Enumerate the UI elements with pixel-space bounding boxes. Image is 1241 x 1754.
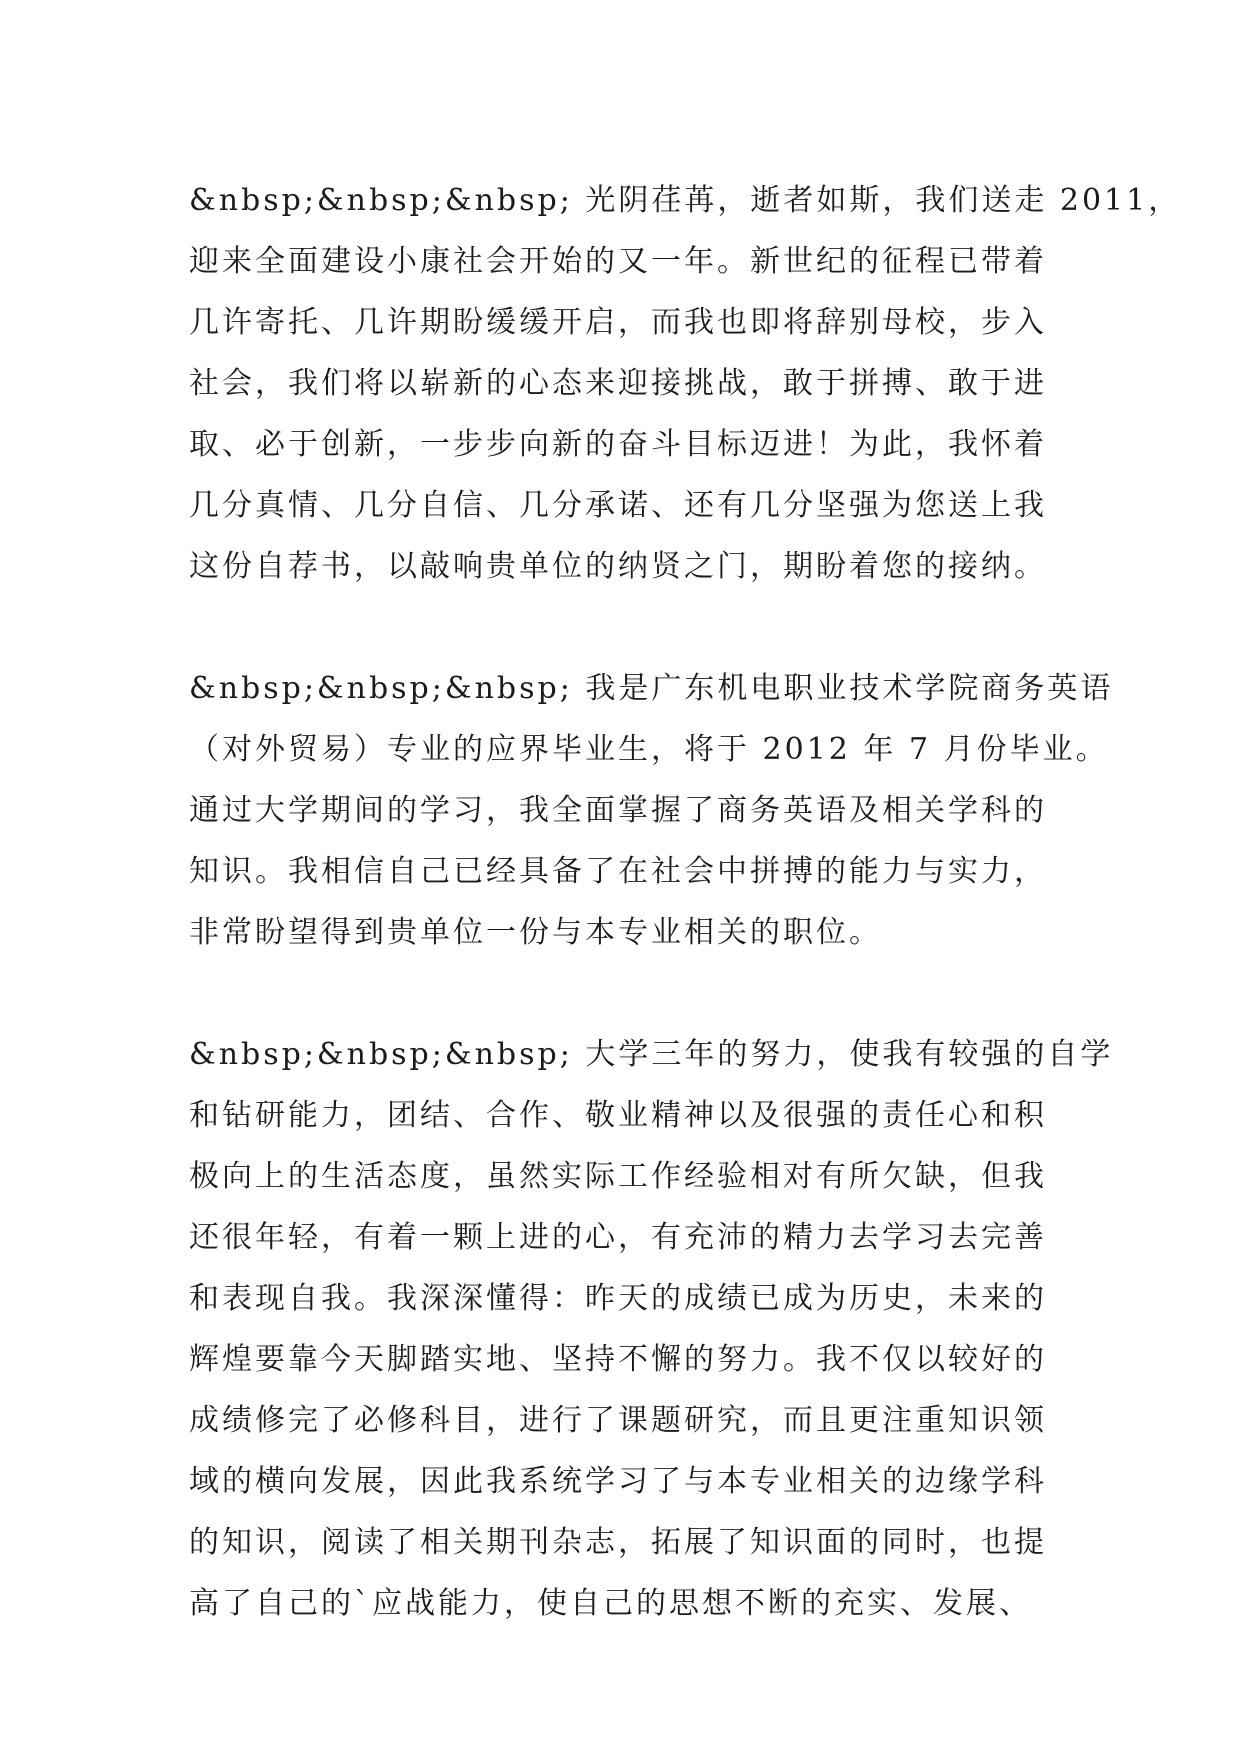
text-line: 辉煌要靠今天脚踏实地、坚持不懈的努力。我不仅以较好的 (189, 1342, 1047, 1377)
text-line: &nbsp;&nbsp;&nbsp; 我是广东机电职业技术学院商务英语 (189, 671, 1114, 706)
text-line: 这份自荐书，以敲响贵单位的纳贤之门，期盼着您的接纳。 (189, 549, 1047, 584)
text-line: 极向上的生活态度，虽然实际工作经验相对有所欠缺，但我 (189, 1159, 1047, 1194)
paragraph-1 (189, 170, 1182, 597)
text-line: &nbsp;&nbsp;&nbsp; 光阴荏苒，逝者如斯，我们送走 2011， (189, 183, 1182, 218)
text-line: 知识。我相信自己已经具备了在社会中拼搏的能力与实力， (189, 854, 1047, 889)
text-line: 还很年轻，有着一颗上进的心，有充沛的精力去学习去完善 (189, 1220, 1047, 1255)
text-line: &nbsp;&nbsp;&nbsp; 大学三年的努力，使我有较强的自学 (189, 1037, 1114, 1072)
text-line: （对外贸易）专业的应界毕业生，将于 2012 年 7 月份毕业。 (189, 732, 1109, 767)
text-line: 社会，我们将以崭新的心态来迎接挑战，敢于拼搏、敢于进 (189, 366, 1047, 401)
text-line: 几许寄托、几许期盼缓缓开启，而我也即将辞别母校，步入 (189, 305, 1047, 340)
text-line: 的知识，阅读了相关期刊杂志，拓展了知识面的同时，也提 (189, 1525, 1047, 1560)
text-line: 高了自己的`应战能力，使自己的思想不断的充实、发展、 (189, 1586, 1032, 1621)
text-line: 和钻研能力，团结、合作、敬业精神以及很强的责任心和积 (189, 1098, 1047, 1133)
text-line: 非常盼望得到贵单位一份与本专业相关的职位。 (189, 915, 882, 950)
text-line: 成绩修完了必修科目，进行了课题研究，而且更注重知识领 (189, 1403, 1047, 1438)
text-line: 迎来全面建设小康社会开始的又一年。新世纪的征程已带着 (189, 244, 1047, 279)
text-line: 和表现自我。我深深懂得：昨天的成绩已成为历史，未来的 (189, 1281, 1047, 1316)
text-line: 取、必于创新，一步步向新的奋斗目标迈进！为此，我怀着 (189, 427, 1047, 462)
paragraph-3 (189, 1024, 1114, 1634)
text-line: 域的横向发展，因此我系统学习了与本专业相关的边缘学科 (189, 1464, 1047, 1499)
text-line: 几分真情、几分自信、几分承诺、还有几分坚强为您送上我 (189, 488, 1047, 523)
text-line: 通过大学期间的学习，我全面掌握了商务英语及相关学科的 (189, 793, 1047, 828)
paragraph-2 (189, 658, 1114, 963)
document-body (189, 170, 1182, 1634)
